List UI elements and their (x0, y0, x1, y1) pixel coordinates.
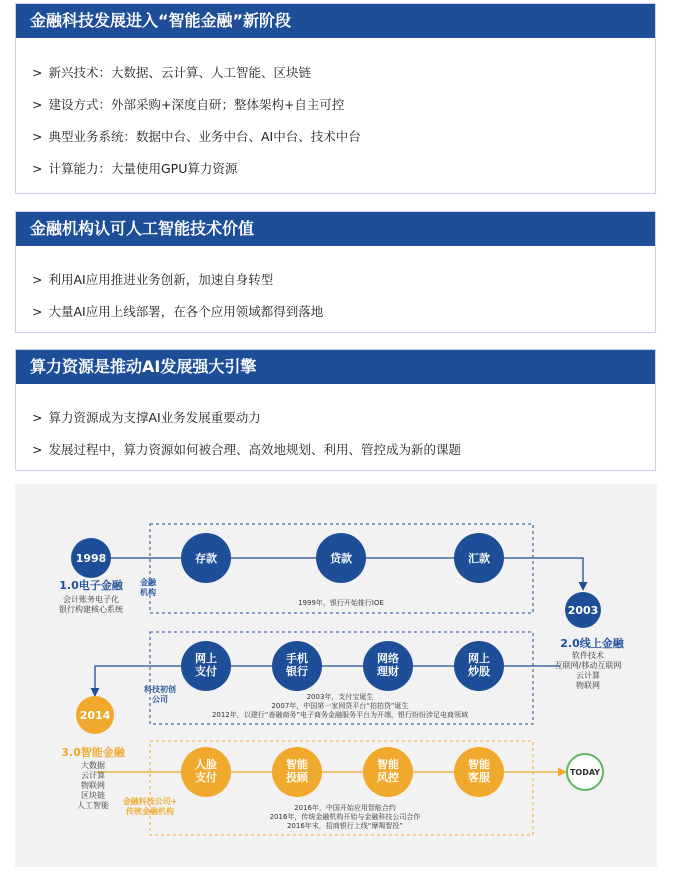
node-label: 存款 (195, 552, 217, 565)
node-label: 智能 (468, 758, 490, 771)
bullet-item: > 计算能力：大量使用GPU算力资源 (32, 161, 238, 176)
arrow-icon: > (32, 410, 43, 425)
stage-desc: 会计账务电子化 (63, 595, 119, 604)
stage-desc: 银行构建核心系统 (59, 605, 123, 614)
arrow-icon: > (32, 272, 43, 287)
stage-note: 2003年，支付宝诞生 (306, 693, 374, 701)
side-label: 传统金融机构 (126, 807, 174, 816)
node-label: 智能 (286, 758, 308, 771)
bullet-item: > 利用AI应用推进业务创新，加速自身转型 (32, 272, 274, 287)
stage-desc: 云计算 (81, 771, 105, 780)
section-ai-value (15, 211, 656, 333)
bullet-item: > 新兴技术：大数据、云计算、人工智能、区块链 (32, 65, 311, 80)
stage-note: 2016年末，招商银行上线“摩羯智投” (286, 822, 404, 830)
arrow-icon: > (32, 442, 43, 457)
timeline-svg (15, 484, 657, 867)
section-title: 金融机构认可人工智能技术价值 (16, 212, 655, 246)
stage-desc: 物联网 (576, 681, 600, 690)
stage-desc: 互联网/移动互联网 (554, 661, 622, 670)
bullet-item: > 建设方式：外部采购+深度自研；整体架构+自主可控 (32, 97, 345, 112)
stage-desc: 云计算 (576, 671, 600, 680)
node-label: 汇款 (468, 552, 490, 565)
node-label: 人脸 (195, 758, 217, 771)
stage-desc: 软件技术 (572, 651, 604, 660)
side-label: 金融科技公司+ (122, 797, 178, 806)
arrow-icon: > (32, 65, 43, 80)
section-title: 算力资源是推动AI发展强大引擎 (16, 350, 655, 384)
section-computing-power (15, 349, 656, 471)
stage-note: 2007年，中国第一家网贷平台“拍拍贷”诞生 (271, 702, 409, 710)
year-label: 2003 (567, 604, 599, 617)
stage1-to-2003-arrow (500, 558, 583, 590)
node-label: 智能 (377, 758, 399, 771)
stage-desc: 人工智能 (77, 801, 109, 810)
stage-title: 2.0线上金融 (560, 637, 624, 650)
bullet-item: > 典型业务系统：数据中台、业务中台、AI中台、技术中台 (32, 129, 361, 144)
stage-desc: 区块链 (81, 791, 105, 800)
year-label: 2014 (79, 709, 111, 722)
stage-note: 2012年，以建行“善融商务”电子商务金融服务平台为开端，银行纷纷涉足电商领域 (211, 711, 469, 719)
stage-title: 1.0电子金融 (59, 579, 123, 592)
node-label: 网络 (377, 652, 399, 665)
stage-note: 1999年，银行开始推行IOE (298, 599, 384, 607)
node-label: 客服 (468, 771, 490, 784)
node-label: 投顾 (286, 771, 308, 784)
node-label: 网上 (195, 652, 217, 665)
side-label: 金融 (140, 578, 156, 587)
year-label: 1998 (75, 552, 107, 565)
arrow-icon: > (32, 97, 43, 112)
stage-title: 3.0智能金融 (61, 746, 125, 759)
arrow-icon: > (32, 161, 43, 176)
stage-note: 2016年，传统金融机构开始与金融科技公司合作 (269, 813, 421, 821)
section-title: 金融科技发展进入“智能金融”新阶段 (16, 4, 655, 38)
node-label: 银行 (286, 665, 308, 678)
node-label: 理财 (377, 665, 399, 678)
node-label: 贷款 (330, 552, 352, 565)
today-label: TODAY (569, 768, 601, 777)
bullet-item: > 算力资源成为支撑AI业务发展重要动力 (32, 410, 261, 425)
node-label: 网上 (468, 652, 490, 665)
node-label: 炒股 (468, 665, 490, 678)
node-label: 手机 (286, 652, 308, 665)
section-smart-finance (15, 3, 656, 194)
stage-desc: 物联网 (81, 781, 105, 790)
bullet-item: > 发展过程中，算力资源如何被合理、高效地规划、利用、管控成为新的课题 (32, 442, 461, 457)
side-label: 科技初创 (144, 685, 176, 694)
stage-note: 2016年，中国开始应用智能合约 (294, 804, 396, 812)
node-label: 支付 (195, 771, 217, 784)
stage-desc: 大数据 (81, 761, 105, 770)
arrow-icon: > (32, 304, 43, 319)
node-label: 风控 (377, 771, 399, 784)
side-label: 公司 (152, 695, 168, 704)
bullet-item: > 大量AI应用上线部署，在各个应用领域都得到落地 (32, 304, 324, 319)
fintech-timeline-diagram (15, 484, 657, 867)
node-label: 支付 (195, 665, 217, 678)
side-label: 机构 (140, 588, 156, 597)
arrow-icon: > (32, 129, 43, 144)
